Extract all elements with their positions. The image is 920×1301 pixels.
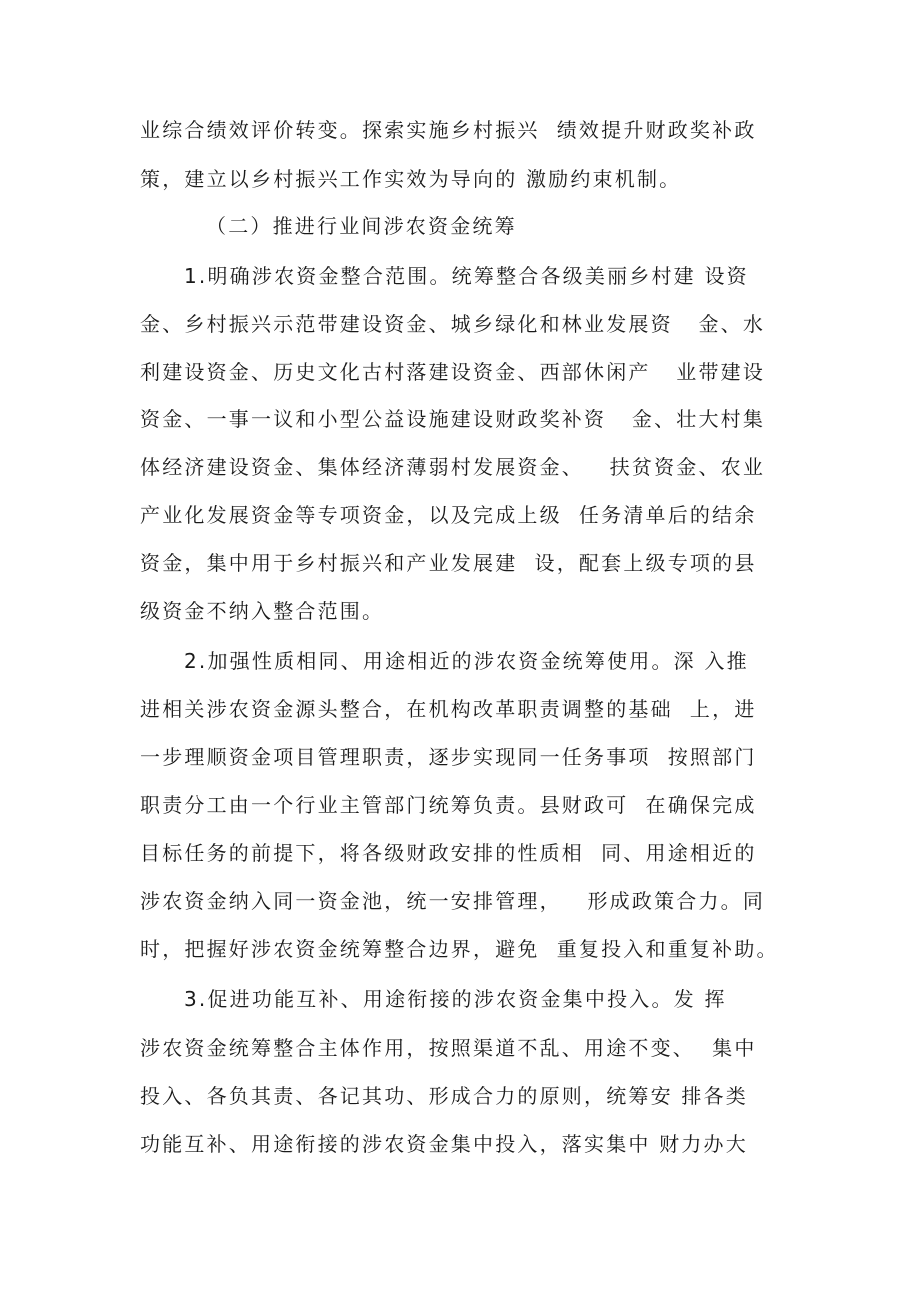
text-line: 功能互补、用途衔接的涉农资金集中投入，落实集中 财力办大 [140, 1132, 748, 1156]
paragraph-1-start: 1.明确涉农资金整合范围。统筹整合各级美丽乡村建 设资 [184, 264, 749, 288]
text-line: 体经济建设资金、集体经济薄弱村发展资金、 扶贫资金、农业 [140, 455, 766, 479]
text-line: 资金、一事一议和小型公益设施建设财政奖补资 金、壮大村集 [140, 407, 766, 431]
paragraph-2-start: 2.加强性质相同、用途相近的涉农资金统筹使用。深 入推 [184, 649, 749, 673]
text-line: 利建设资金、历史文化古村落建设资金、西部休闲产 业带建设 [140, 360, 766, 384]
text-line: 时，把握好涉农资金统筹整合边界，避免 重复投入和重复补助。 [140, 937, 779, 961]
text-line: 涉农资金纳入同一资金池，统一安排管理， 形成政策合力。同 [140, 889, 766, 913]
section-heading: （二）推进行业间涉农资金统筹 [206, 214, 517, 238]
text-line: 一步理顺资金项目管理职责，逐步实现同一任务事项 按照部门 [140, 745, 757, 769]
text-line: 涉农资金统筹整合主体作用，按照渠道不乱、用途不变、 集中 [140, 1036, 757, 1060]
paragraph-3-start: 3.促进功能互补、用途衔接的涉农资金集中投入。发 挥 [184, 987, 727, 1011]
text-line: 进相关涉农资金源头整合，在机构改革职责调整的基础 上，进 [140, 697, 757, 721]
text-line: 金、乡村振兴示范带建设资金、城乡绿化和林业发展资 金、水 [140, 312, 766, 336]
text-line: 投入、各负其责、各记其功、形成合力的原则，统筹安 排各类 [140, 1084, 748, 1108]
text-line: 级资金不纳入整合范围。 [140, 599, 385, 623]
text-line: 职责分工由一个行业主管部门统筹负责。县财政可 在确保完成 [140, 793, 757, 817]
text-line: 业综合绩效评价转变。探索实施乡村振兴 绩效提升财政奖补政 [140, 118, 757, 142]
text-line: 策，建立以乡村振兴工作实效为导向的 激励约束机制。 [140, 167, 682, 191]
text-line: 产业化发展资金等专项资金，以及完成上级 任务清单后的结余 [140, 503, 757, 527]
text-line: 目标任务的前提下，将各级财政安排的性质相 同、用途相近的 [140, 841, 757, 865]
text-line: 资金，集中用于乡村振兴和产业发展建 设，配套上级专项的县 [140, 551, 757, 575]
